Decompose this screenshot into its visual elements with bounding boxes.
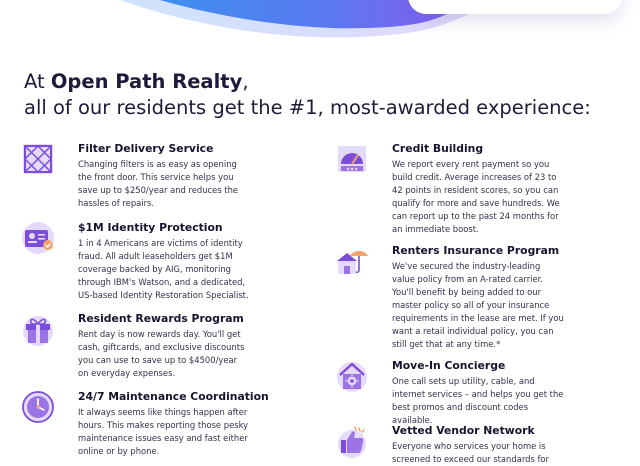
feature-description: Changing filters is as easy as opening the front door. This service helps you save up to $250/year and reduces the hassles of repairs. xyxy=(78,159,239,208)
umbrella-icon xyxy=(335,244,369,278)
floating-card xyxy=(408,0,622,14)
feature-title: Vetted Vendor Network xyxy=(392,424,535,437)
feature-title: Move-In Concierge xyxy=(392,359,506,372)
credit-gauge-icon xyxy=(335,142,369,176)
feature-description: 1 in 4 Americans are victims of identity fraud. All adult leaseholders get $1M coverage backed by AIG, monitoring through IBM's Watson, and a dedicated, US-based Identity Restoration Specialist. xyxy=(78,238,249,300)
house-settings-icon xyxy=(335,359,369,393)
feature-title: Resident Rewards Program xyxy=(78,312,244,325)
company-name: Open Path Realty xyxy=(50,70,243,93)
feature-description: We report every rent payment so you build credit. Average increases of 23 to 42 points in resident scores, so you can qualify for more and save hundreds. We can report up to the past 24 months for an immediate boost. xyxy=(392,159,560,234)
feature-title: Filter Delivery Service xyxy=(78,142,214,155)
clock-icon xyxy=(21,390,55,424)
feature-description: Rent day is now rewards day. You'll get cash, giftcards, and exclusive discounts you can use to save up to $4500/year on everyday expenses. xyxy=(78,329,245,378)
feature-description: We've secured the industry-leading value policy from an A-rated carrier. You'll benefit by being added to our master policy so all of your insurance requirements in the lease are met. If you want a retail individual policy, you can still get that at any time.* xyxy=(392,261,564,349)
feature-title: Credit Building xyxy=(392,142,484,155)
thumbs-up-icon xyxy=(335,424,369,458)
headline-line2: all of our residents get the #1, most-awarded experience: xyxy=(24,96,591,119)
feature-description: One call sets up utility, cable, and internet services – and helps you get the best promos and discount codes available. xyxy=(392,376,564,425)
filter-icon xyxy=(21,142,55,176)
feature-description: Everyone who services your home is screened to exceed our standards for xyxy=(392,441,549,464)
feature-title: $1M Identity Protection xyxy=(78,221,223,234)
identity-card-icon xyxy=(21,221,55,255)
page-headline xyxy=(24,69,624,121)
feature-title: 24/7 Maintenance Coordination xyxy=(78,390,269,403)
headline-suffix: , xyxy=(242,70,249,93)
svg-text:★★★: ★★★ xyxy=(345,167,359,173)
headline-prefix: At xyxy=(24,70,51,93)
gift-icon xyxy=(21,312,55,346)
feature-title: Renters Insurance Program xyxy=(392,244,560,257)
feature-description: It always seems like things happen after hours. This makes reporting those pesky maintenance issues easy and fast either online or by phone. xyxy=(78,407,249,456)
